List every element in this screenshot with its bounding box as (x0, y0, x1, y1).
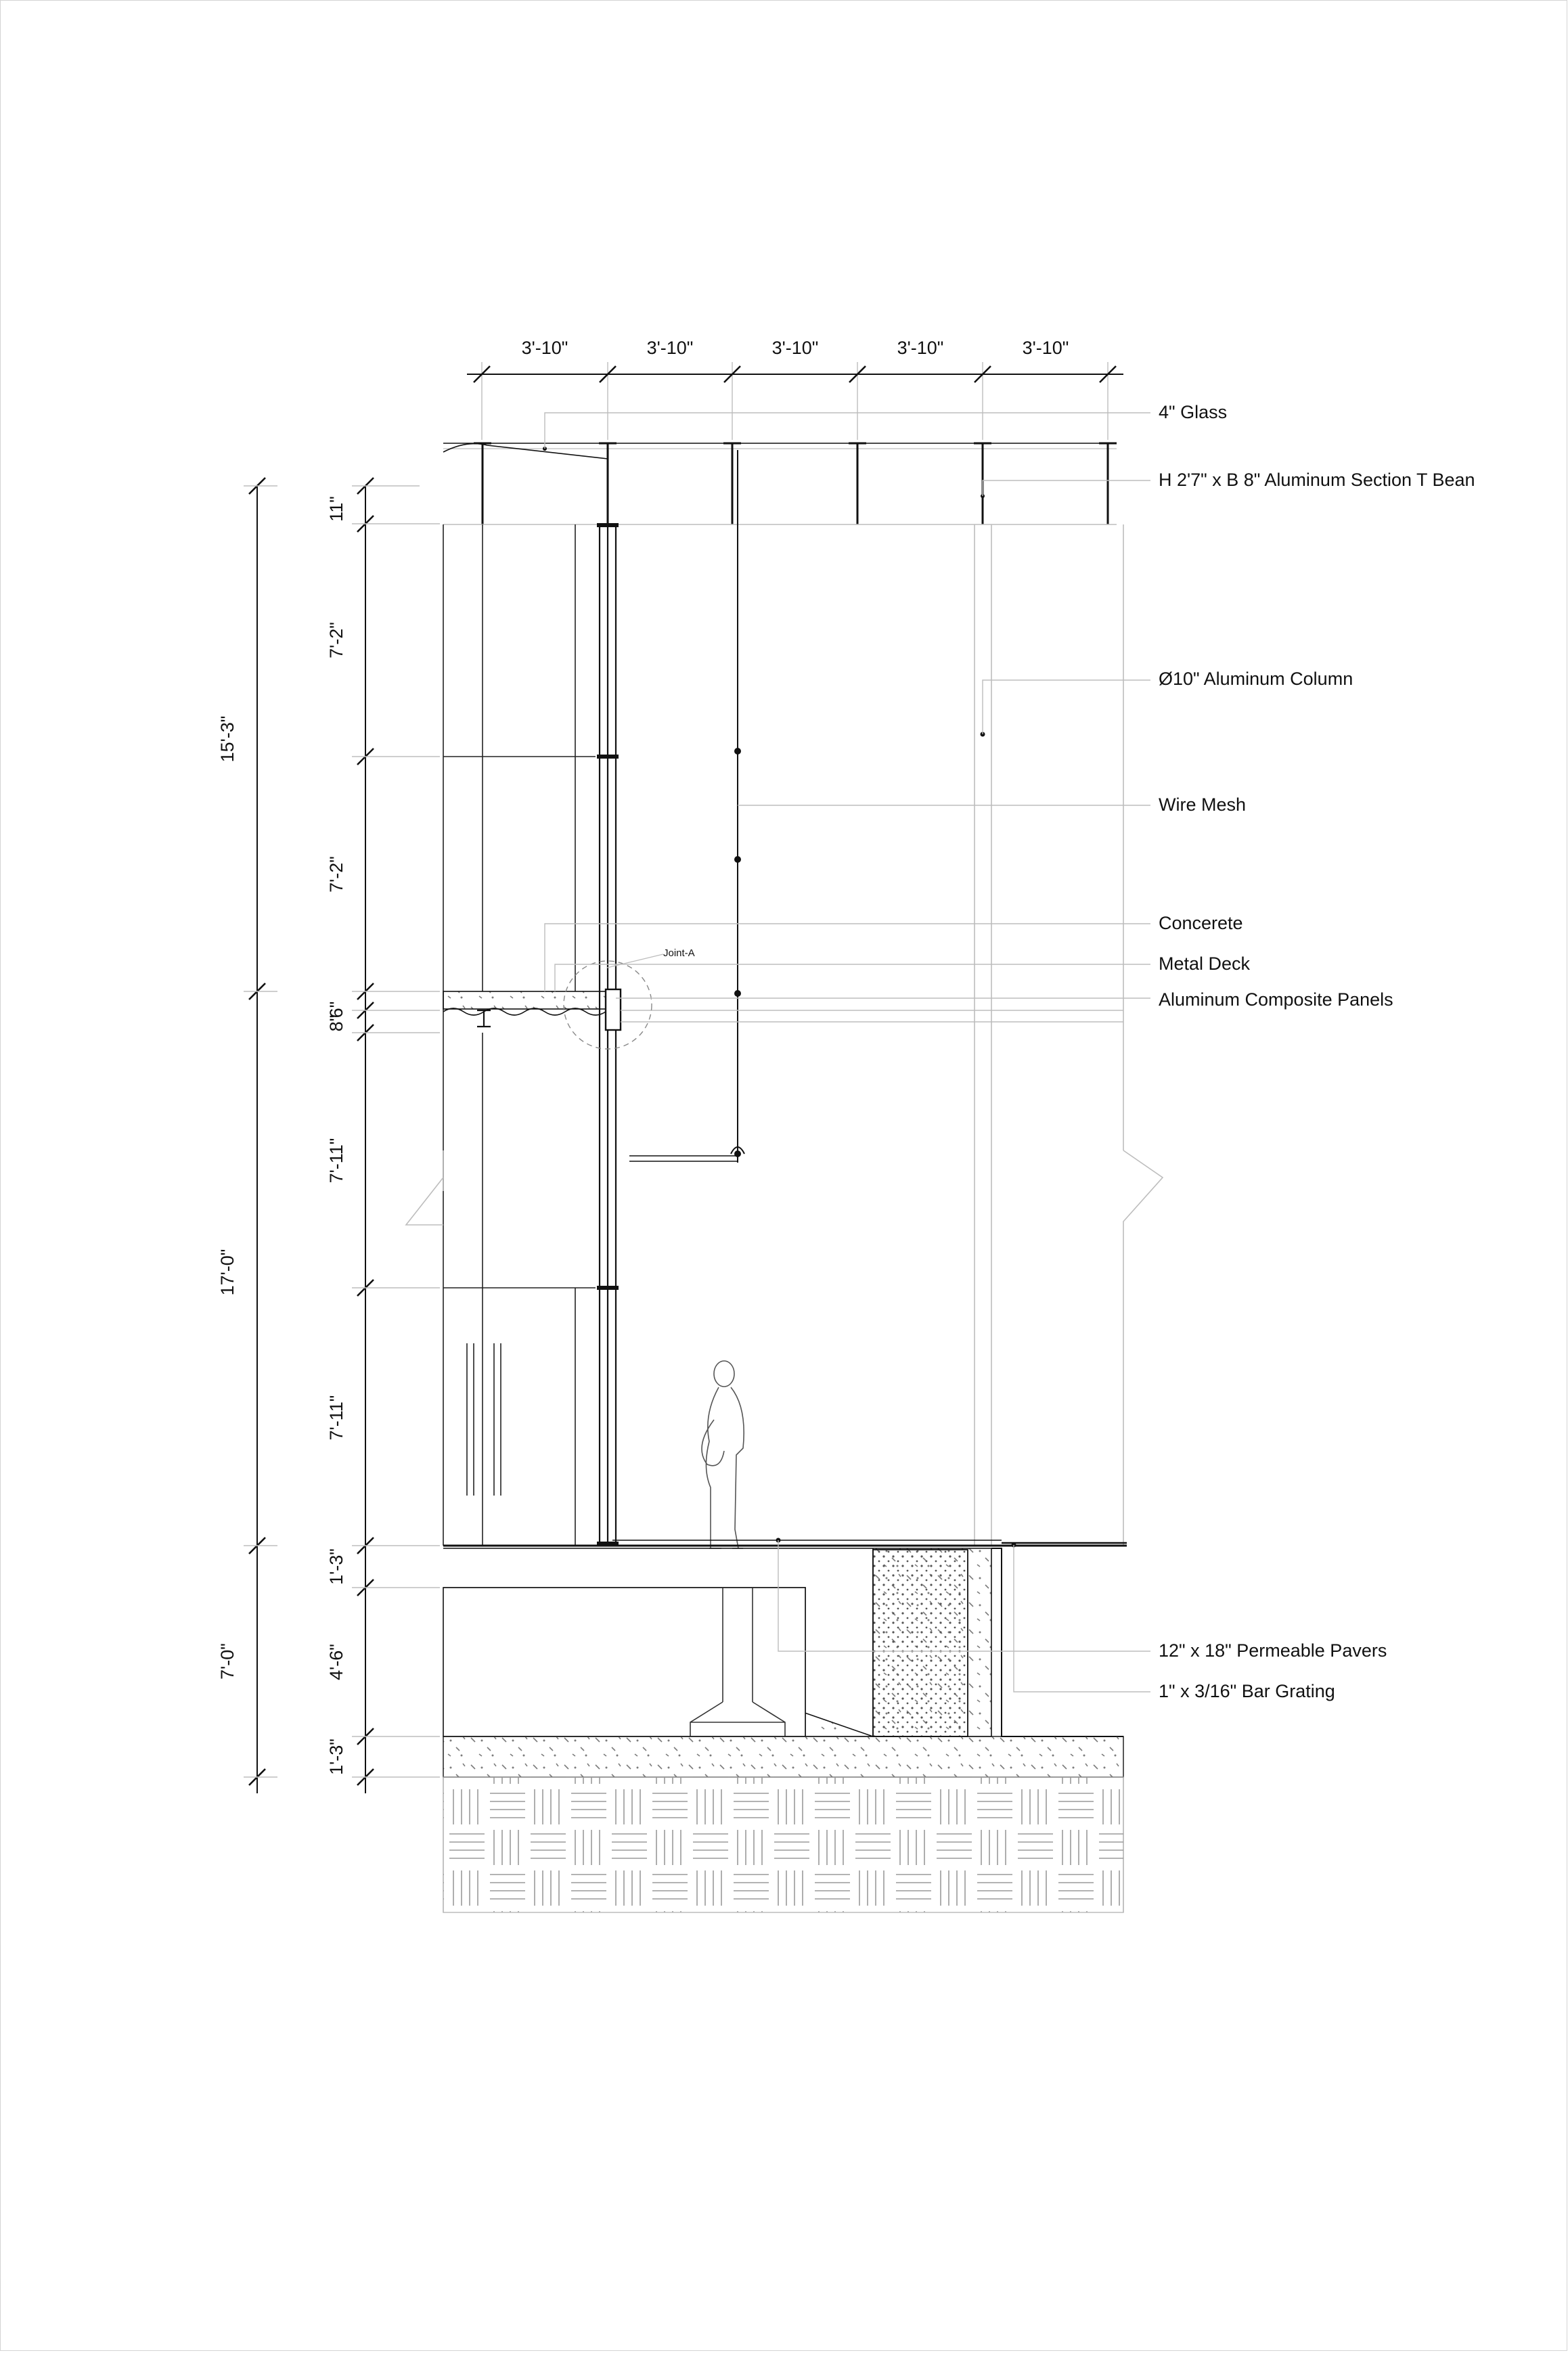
overall-dimension-label: 15'-3" (217, 715, 238, 763)
t-beam-group (474, 443, 1117, 524)
detail-dimension-label: 1'-3" (326, 1739, 346, 1775)
detail-dimension-label: 7'-2" (326, 622, 346, 658)
callout-label: 12" x 18" Permeable Pavers (1159, 1640, 1387, 1661)
callout-label: H 2'7" x B 8" Aluminum Section T Bean (1159, 470, 1475, 490)
callout-label: 4" Glass (1159, 402, 1228, 422)
human-figure (702, 1361, 744, 1548)
detail-dimension-label: 4'-6" (326, 1644, 346, 1680)
aluminum-column (600, 524, 616, 1546)
callout-label: Wire Mesh (1159, 794, 1247, 815)
detail-dimension-label: 7'-11" (326, 1138, 346, 1184)
roof-glazing (443, 443, 1117, 524)
detail-dimension-label: 7'-2" (326, 856, 346, 893)
wire-mesh (731, 450, 744, 1163)
detail-dimension-label: 8" (326, 1014, 346, 1032)
joint-a-label: Joint-A (663, 947, 695, 959)
callout-label: Aluminum Composite Panels (1159, 989, 1393, 1010)
top-dimension-label: 3'-10" (521, 338, 568, 358)
detail-dimension-label: 7'-11" (326, 1395, 346, 1441)
top-dimension-label: 3'-10" (897, 338, 944, 358)
detail-dimension-label: 6" (326, 1001, 346, 1018)
top-dimension-chain (467, 362, 1123, 440)
aluminum-column-right (975, 524, 991, 1546)
top-dimension-label: 3'-10" (771, 338, 819, 358)
overall-dimension-label: 7'-0" (217, 1643, 238, 1680)
overall-dimension-label: 17'-0" (217, 1249, 238, 1296)
callout-leaders (545, 413, 1150, 1692)
left-dimension-chains (244, 478, 440, 1793)
callout-label: Ø10" Aluminum Column (1159, 669, 1353, 689)
detail-dimension-label: 11" (326, 496, 346, 522)
ground-section (443, 1538, 1127, 1913)
detail-dimension-label: 1'-3" (326, 1548, 346, 1585)
top-dimension-label: 3'-10" (1022, 338, 1069, 358)
callout-label: 1" x 3/16" Bar Grating (1159, 1681, 1335, 1701)
callout-label: Metal Deck (1159, 954, 1251, 974)
floor-slab (443, 989, 1123, 1030)
top-dimension-label: 3'-10" (646, 338, 694, 358)
callout-label: Concerete (1159, 913, 1243, 933)
